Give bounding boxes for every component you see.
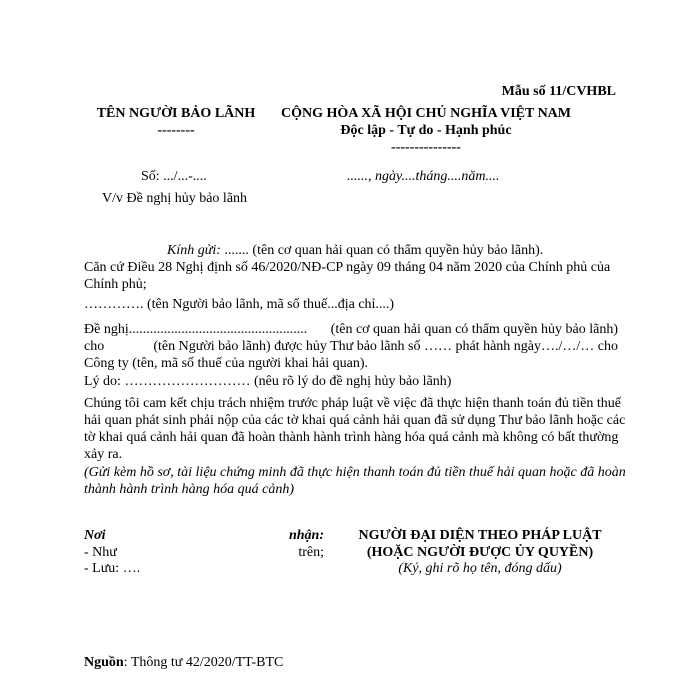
request-for: cho (84, 339, 105, 354)
recipient-item (84, 545, 324, 561)
guarantor-title: TÊN NGƯỜI BẢO LÃNH (96, 106, 256, 121)
guarantor-rule: -------- (157, 123, 195, 138)
commitment-line: tờ khai quá cảnh hải quan đã hoàn thành hành trình hàng hóa quá cảnh mà không có bất thường (84, 430, 619, 445)
request-line (84, 321, 618, 338)
source-value: : Thông tư 42/2020/TT-BTC (123, 655, 284, 670)
signature-title: NGƯỜI ĐẠI DIỆN THEO PHÁP LUẬT (358, 528, 602, 543)
commitment-paragraph (84, 395, 626, 463)
national-rule: --------------- (391, 140, 461, 155)
form-number: Mẫu số 11/CVHBL (501, 84, 616, 99)
legal-basis-line: Căn cứ Điều 28 Nghị định số 46/2020/NĐ-CP ngày 09 tháng 04 năm 2020 của Chính phủ của (84, 260, 611, 275)
salutation (167, 243, 543, 259)
recipients-heading (84, 528, 324, 544)
guarantor-info: …………. (tên Người bảo lãnh, mã số thuế...địa chỉ....) (84, 297, 395, 312)
subject-line: V/v Đề nghị hủy bảo lãnh (102, 191, 248, 206)
commitment-line: hải quan phát sinh phải nộp của các tờ khai quá cảnh hải quan đã sử dụng Thư bảo lãnh hoặc các (84, 413, 626, 428)
attachment-note (84, 464, 626, 498)
reason-line: Lý do: ……………………… (nêu rõ lý do đề nghị hủy bảo lãnh) (84, 374, 452, 389)
request-paragraph (84, 321, 618, 372)
national-title: CỘNG HÒA XÃ HỘI CHỦ NGHĨA VIỆT NAM (280, 106, 571, 121)
signature-note: (Ký, ghi rõ họ tên, đóng dấu) (398, 561, 562, 576)
request-target-note: (tên cơ quan hải quan có thẩm quyền hủy bảo lãnh) (330, 322, 618, 337)
source-line (84, 655, 283, 671)
request-line: Công ty (tên, mã số thuế của người khai hải quan). (84, 356, 369, 371)
date-line: ......, ngày....tháng....năm.... (347, 169, 500, 184)
commitment-line: xảy ra. (84, 447, 123, 462)
recipient-name: trên; (298, 545, 324, 560)
request-detail: (tên Người bảo lãnh) được hủy Thư bảo lãnh số …… phát hành ngày…./…/… cho (153, 339, 618, 354)
signature-subtitle: (HOẶC NGƯỜI ĐƯỢC ỦY QUYỀN) (366, 545, 594, 560)
salutation-value: ....... (tên cơ quan hải quan có thẩm quyền hủy bảo lãnh). (224, 243, 544, 258)
document-number: Số: .../...-.... (141, 169, 207, 184)
recipients-label: Nơi (84, 528, 106, 543)
request-line (84, 338, 618, 355)
recipient-name: - Như (84, 545, 117, 560)
recipient-item: - Lưu: …. (84, 561, 141, 576)
national-motto: Độc lập - Tự do - Hạnh phúc (340, 123, 512, 138)
attachment-line: thành hành trình hàng hóa quá cảnh) (84, 482, 294, 497)
request-target: Đề nghị................................................... (84, 322, 308, 337)
recipients-label: nhận: (288, 528, 324, 543)
commitment-line: Chúng tôi cam kết chịu trách nhiệm trước pháp luật về việc đã thực hiện thanh toán đủ tiền thuế (84, 396, 621, 411)
attachment-line: (Gửi kèm hồ sơ, tài liệu chứng minh đã thực hiện thanh toán đủ tiền thuế hải quan hoặc đã hoàn (84, 465, 626, 480)
salutation-label: Kính gửi: (167, 243, 221, 258)
source-label: Nguồn (84, 655, 124, 670)
legal-basis (84, 259, 618, 293)
legal-basis-line: Chính phủ; (84, 277, 147, 292)
